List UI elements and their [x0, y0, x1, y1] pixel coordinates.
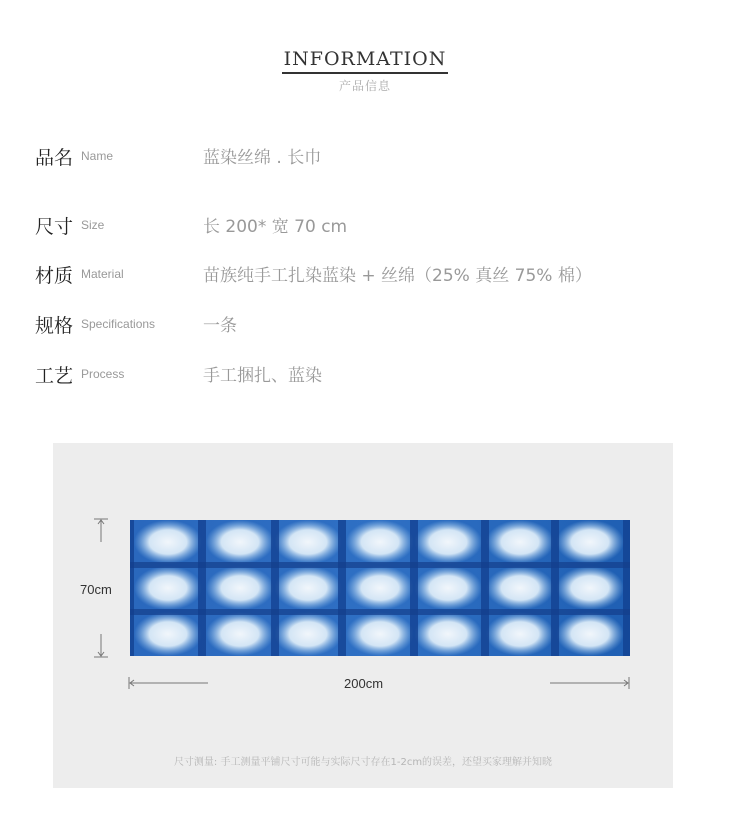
dye-blot	[556, 520, 624, 564]
dye-blot	[556, 566, 624, 610]
dye-blot	[486, 520, 554, 564]
spec-row-size	[35, 212, 695, 242]
dye-blot	[346, 612, 414, 656]
dye-blot	[134, 612, 202, 656]
spec-label-en: Size	[81, 218, 105, 232]
dye-stripe-vertical	[338, 520, 346, 656]
page-subtitle: 产品信息	[338, 79, 391, 93]
spec-row-material	[35, 261, 695, 291]
dye-blot	[134, 566, 202, 610]
info-header	[0, 48, 730, 94]
dye-blot	[134, 520, 202, 564]
dye-stripe-vertical	[623, 520, 630, 656]
dye-blot	[414, 566, 482, 610]
spec-label-zh: 尺寸	[35, 216, 74, 238]
dye-stripe-vertical	[481, 520, 489, 656]
dye-stripe-horizontal	[130, 609, 630, 615]
dye-stripe-vertical	[198, 520, 206, 656]
dye-stripe-horizontal	[130, 562, 630, 568]
dye-blot	[486, 612, 554, 656]
dye-blot	[414, 520, 482, 564]
spec-label-zh: 规格	[35, 315, 74, 337]
measurement-note: 尺寸测量: 手工测量平铺尺寸可能与实际尺寸存在1-2cm的误差，还望买家理解并知晓	[173, 757, 553, 768]
height-label: 70cm	[80, 582, 112, 597]
dye-blot	[274, 566, 342, 610]
dye-stripe-vertical	[410, 520, 418, 656]
width-label: 200cm	[344, 676, 384, 691]
dye-blot	[274, 520, 342, 564]
dye-stripe-vertical	[130, 520, 134, 656]
spec-value: 手工捆扎、蓝染	[203, 366, 322, 386]
dye-stripe-vertical	[271, 520, 279, 656]
spec-value: 长 200* 宽 70 cm	[203, 217, 348, 237]
dye-blot	[414, 612, 482, 656]
spec-label-en: Name	[81, 149, 114, 163]
spec-label-en: Specifications	[81, 317, 156, 331]
spec-label-zh: 材质	[35, 265, 74, 287]
spec-label-zh: 品名	[35, 147, 74, 169]
spec-label-en: Material	[81, 267, 124, 281]
dye-blot	[274, 612, 342, 656]
spec-value: 苗族纯手工扎染蓝染 + 丝绵（25% 真丝 75% 棉）	[203, 266, 592, 286]
spec-row-name	[35, 143, 695, 173]
spec-label-en: Process	[81, 367, 125, 381]
dye-blot	[206, 520, 274, 564]
spec-value: 一条	[203, 316, 237, 336]
dye-blot	[346, 566, 414, 610]
tie-dye-pattern	[130, 520, 630, 656]
spec-label-zh: 工艺	[35, 365, 74, 387]
dye-blot	[346, 520, 414, 564]
dye-blot	[206, 612, 274, 656]
scarf-image	[130, 520, 630, 656]
page-title: INFORMATION	[282, 48, 449, 74]
dye-blot	[206, 566, 274, 610]
dye-stripe-vertical	[551, 520, 559, 656]
spec-value: 蓝染丝绵 . 长巾	[203, 148, 322, 168]
spec-row-specifications	[35, 311, 695, 341]
spec-row-process	[35, 361, 695, 391]
dye-blot	[486, 566, 554, 610]
dye-blot	[556, 612, 624, 656]
